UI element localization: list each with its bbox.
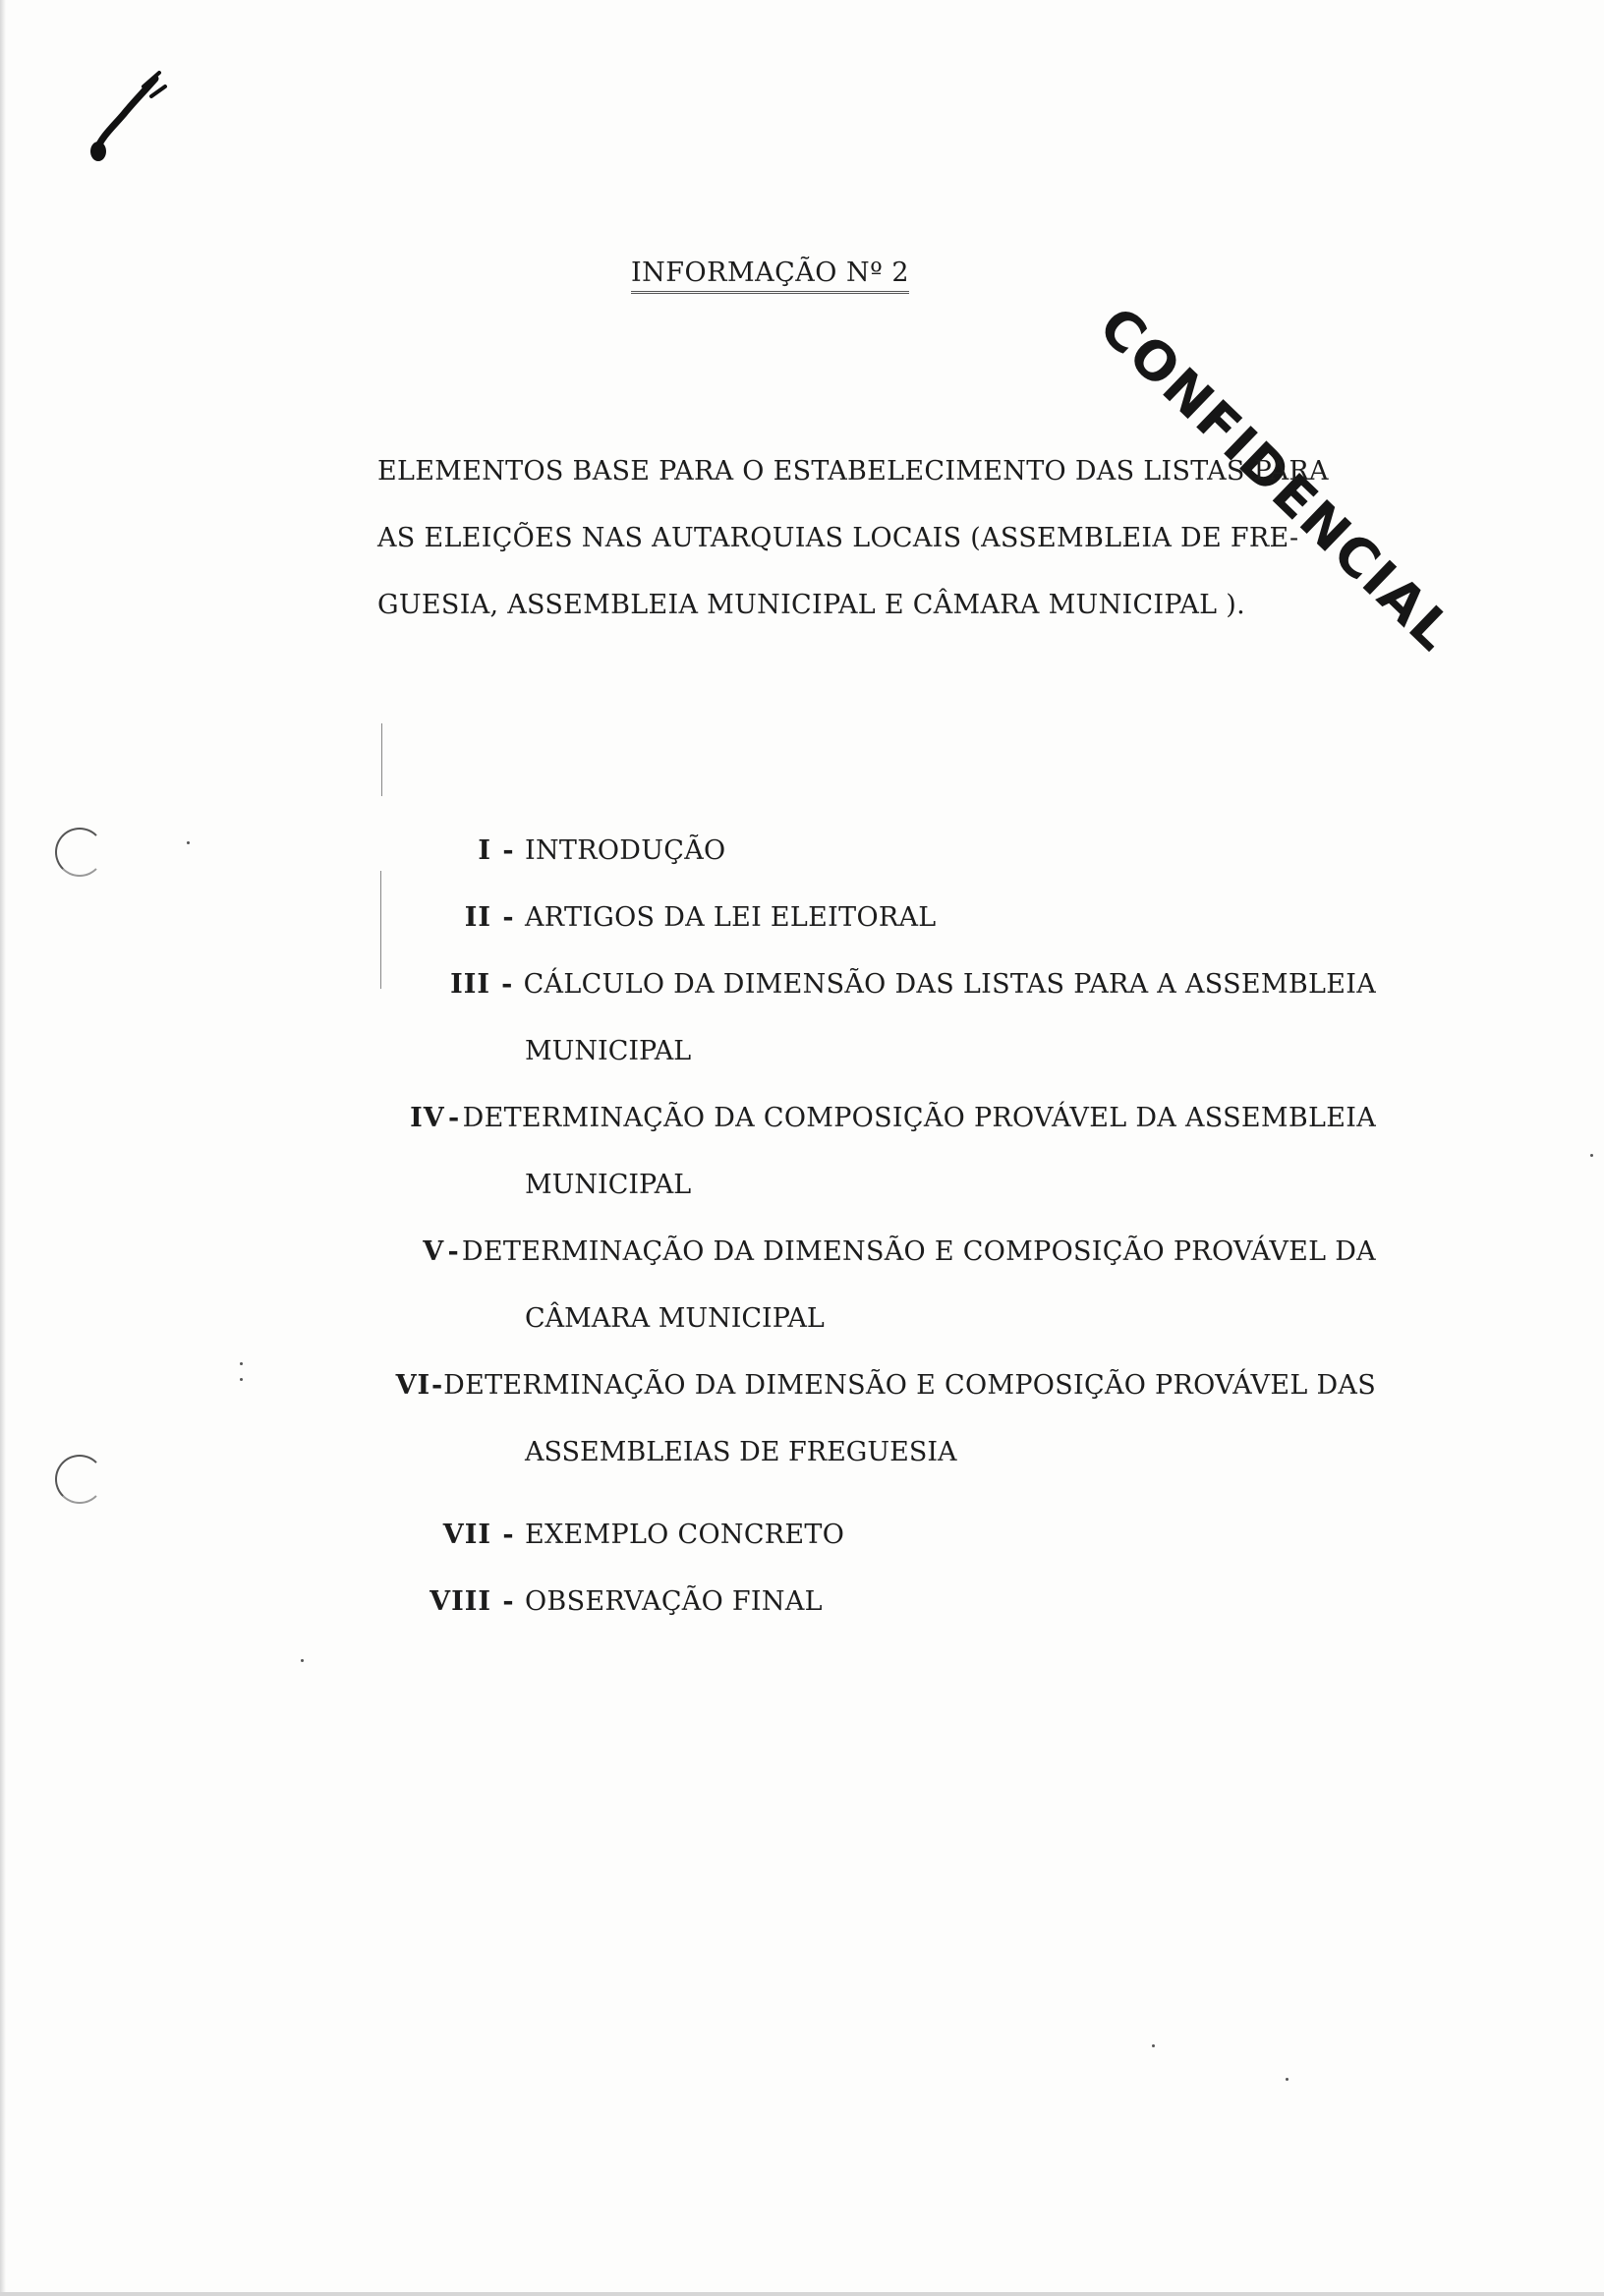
toc-item-number: VII [442,1520,491,1550]
handwritten-mark [85,57,173,165]
toc-item-text: OBSERVAÇÃO FINAL [525,1586,823,1617]
toc-item-number: III [450,969,490,1000]
margin-line [380,871,381,989]
scan-bottom-edge [0,2292,1604,2296]
punch-hole-top [55,828,104,877]
toc-item [393,1502,1376,1569]
toc-item-number: VI [395,1370,431,1401]
speck [240,1378,243,1381]
scan-left-edge [0,0,6,2296]
toc-item-text: CÁLCULO DA DIMENSÃO DAS LISTAS PARA A ASSEMBLEIA [523,969,1376,1000]
subject-paragraph [377,438,1329,639]
subject-line: GUESIA, ASSEMBLEIA MUNICIPAL E CÂMARA MUNICIPAL ). [377,590,1246,620]
toc-item-dash: - [448,1103,460,1133]
toc-item-number: V [423,1236,445,1267]
toc-item-text: DETERMINAÇÃO DA COMPOSIÇÃO PROVÁVEL DA ASSEMBLEIA [462,1103,1376,1133]
toc-item [393,1569,1376,1636]
toc-item-text: DETERMINAÇÃO DA DIMENSÃO E COMPOSIÇÃO PROVÁVEL DA [461,1236,1376,1267]
document-title: INFORMAÇÃO Nº 2 [631,258,909,294]
toc-item [393,1085,1376,1219]
toc-item-text: EXEMPLO CONCRETO [525,1520,845,1550]
subject-line: ELEMENTOS BASE PARA O ESTABELECIMENTO DAS LISTAS PARA [377,456,1329,487]
toc-item-continuation: ASSEMBLEIAS DE FREGUESIA [525,1437,957,1467]
punch-hole-bottom [55,1455,104,1504]
toc-item-number: I [478,835,491,866]
toc-item-dash: - [502,835,514,866]
toc-item-dash: - [447,1236,459,1267]
toc-item-dash: - [501,969,513,1000]
toc-item [393,818,1376,885]
toc-item-continuation: MUNICIPAL [525,1170,692,1200]
speck [1152,2044,1155,2047]
toc-item-text: ARTIGOS DA LEI ELEITORAL [525,902,937,933]
toc-item [393,885,1376,951]
speck [1286,2078,1289,2081]
toc-item [393,951,1376,1085]
toc-item-number: IV [410,1103,445,1133]
speck [1590,1154,1593,1157]
toc-item [393,1352,1376,1486]
speck [240,1362,243,1365]
speck [301,1659,304,1662]
toc-item-continuation: MUNICIPAL [525,1036,692,1066]
toc-item-dash: - [502,1520,514,1550]
table-of-contents [393,818,1376,1636]
toc-item-text: INTRODUÇÃO [525,835,726,866]
toc-item-number: VIII [430,1586,491,1617]
toc-item [393,1219,1376,1352]
subject-line: AS ELEIÇÕES NAS AUTARQUIAS LOCAIS (ASSEMBLEIA DE FRE- [377,523,1299,553]
toc-item-dash: - [502,902,514,933]
speck [187,841,190,844]
toc-item-continuation: CÂMARA MUNICIPAL [525,1303,825,1334]
margin-line [381,723,382,796]
toc-item-number: II [464,902,491,933]
toc-item-dash: - [431,1370,443,1401]
toc-item-text: DETERMINAÇÃO DA DIMENSÃO E COMPOSIÇÃO PROVÁVEL DAS [443,1370,1376,1401]
confidential-stamp: CONFIDENCIAL [1087,295,1466,663]
toc-item-dash: - [502,1586,514,1617]
